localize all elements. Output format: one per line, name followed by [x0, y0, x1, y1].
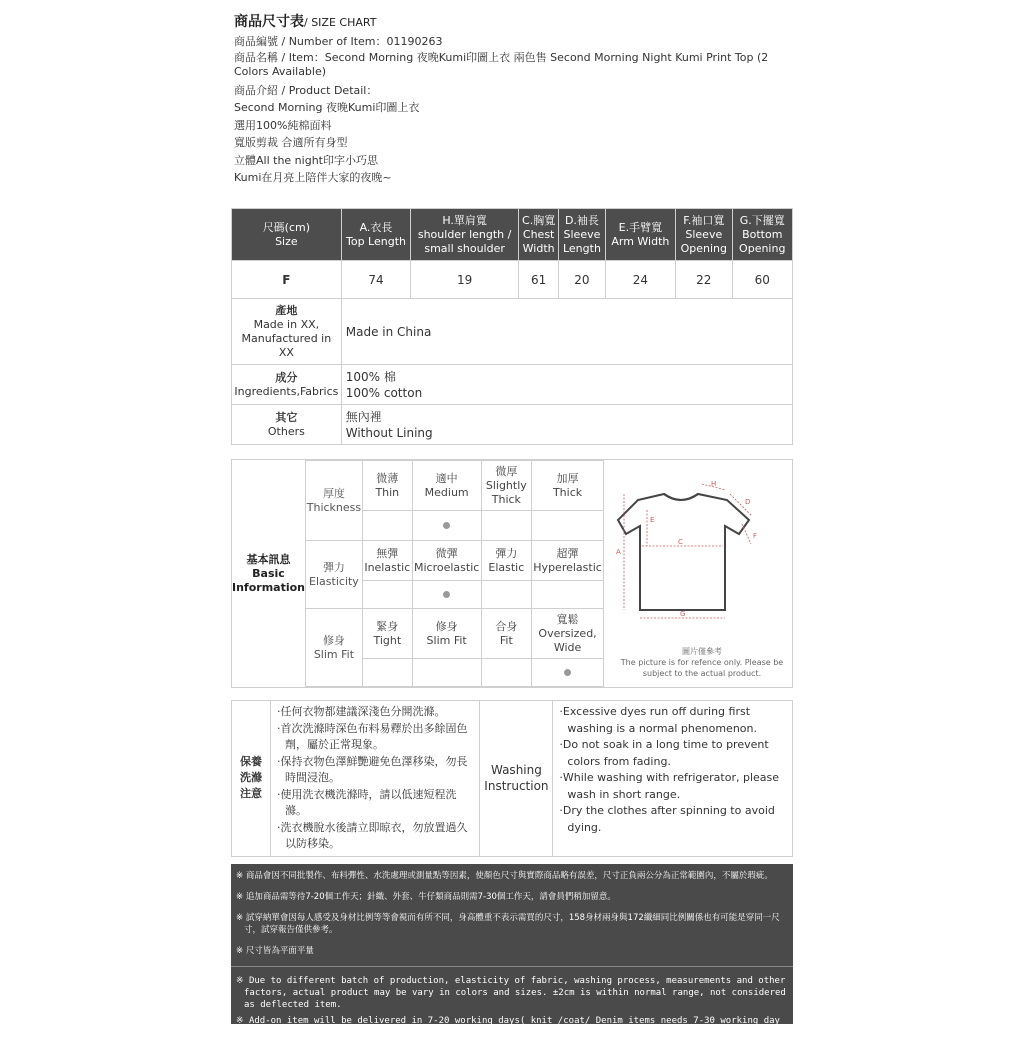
- shoulder-cell: 19: [411, 261, 519, 299]
- item-number: 商品編號 / Number of Item：01190263: [234, 35, 443, 48]
- note-item: ※ 尺寸皆為平面平量: [236, 946, 314, 956]
- fit-option: 緊身 Tight: [362, 609, 412, 659]
- thickness-label: 厚度 Thickness: [305, 461, 362, 541]
- marker-cell: [532, 581, 604, 609]
- marker-cell: [412, 659, 481, 687]
- washing-label-cn: 保養洗滌注意: [232, 701, 271, 857]
- detail-line: Kumi在月亮上陪伴大家的夜晚~: [234, 171, 392, 184]
- basic-info-label: 基本訊息 Basic Information: [232, 461, 305, 687]
- note-item: ※ Add-on item will be delivered in 7-20 working days( knit /coat/ Denim items needs 7-30 working day ),please: [236, 1016, 780, 1038]
- marker-cell: [532, 511, 604, 541]
- fabric-row: [232, 365, 793, 405]
- tshirt-diagram: [612, 460, 792, 645]
- others-label: 其它 Others: [232, 405, 342, 445]
- detail-line: 寬版剪裁 合適所有身型: [234, 136, 348, 149]
- origin-row: [232, 299, 793, 365]
- marker-cell: [362, 581, 412, 609]
- list-item: ·首次洗滌時深色布料易釋於出多餘固色劑，屬於正常現象。: [276, 721, 468, 751]
- size-header: 尺碼(cm) Size: [232, 209, 342, 261]
- fabric-value: 100% 棉 100% cotton: [341, 365, 792, 405]
- fabric-label: 成分 Ingredients,Fabrics: [232, 365, 342, 405]
- list-item: ·保持衣物色澤鮮艷避免色澤移染，勿長時間浸泡。: [276, 754, 468, 784]
- basic-info-section: [231, 459, 793, 688]
- detail-label: 商品介紹 / Product Detail：: [234, 83, 378, 97]
- list-item: ·While washing with refrigerator, please wash in short range.: [559, 771, 780, 801]
- marker-cell: [412, 511, 481, 541]
- fit-label: 修身 Slim Fit: [305, 609, 362, 687]
- marker-cell: [481, 511, 532, 541]
- detail-line: 立體All the night印字小巧思: [234, 153, 378, 167]
- elasticity-option: 微彈 Microelastic: [412, 541, 481, 581]
- elasticity-option: 彈力 Elastic: [481, 541, 532, 581]
- sleeve-opening-cell: 22: [676, 261, 732, 299]
- size-table-header: [232, 209, 793, 261]
- chest-width-cell: 61: [519, 261, 559, 299]
- measure-label-g: G: [680, 610, 686, 618]
- selected-dot: [443, 591, 450, 598]
- marker-cell: [481, 581, 532, 609]
- measure-label-d: D: [745, 498, 751, 506]
- list-item: ·任何衣物都建議深淺色分開洗滌。: [276, 705, 446, 718]
- sleeve-length-header: D.袖長 Sleeve Length: [559, 209, 605, 261]
- size-cell: F: [232, 261, 342, 299]
- marker-cell: [362, 659, 412, 687]
- marker-cell: [412, 581, 481, 609]
- measure-label-h: H: [711, 480, 717, 488]
- tshirt-outline: [618, 494, 749, 610]
- top-length-header: A.衣長 Top Length: [341, 209, 410, 261]
- measure-label-e: E: [650, 516, 655, 524]
- list-item: ·Do not soak in a long time to prevent colors from fading.: [559, 738, 769, 768]
- list-item: ·Excessive dyes run off during first washing is a normal phenomenon.: [559, 705, 757, 735]
- note-item: ※ Due to different batch of production, elasticity of fabric, washing process, measurements and other factors, actual product may be vary in colors and sizes. ±2cm is within normal range, not considered as deflected item.: [236, 976, 786, 1010]
- selected-dot: [564, 669, 571, 676]
- list-item: ·Dry the clothes after spinning to avoid dying.: [559, 804, 775, 834]
- arm-width-header: E.手臂寬 Arm Width: [605, 209, 676, 261]
- note-item: ※ 追加商品需等待7-20個工作天；針織、外套、牛仔類商品則需7-30個工作天，請會員們稍加留意。: [236, 892, 616, 902]
- washing-label-en: Washing Instruction: [480, 701, 553, 857]
- washing-list-en: [553, 701, 793, 857]
- list-item: ·使用洗衣機洗滌時，請以低速短程洗滌。: [276, 787, 457, 817]
- detail-line: 選用100%純棉面料: [234, 118, 332, 132]
- bottom-opening-header: G.下擺寬 Bottom Opening: [732, 209, 793, 261]
- divider: [231, 966, 793, 967]
- item-name: 商品名稱 / Item：Second Morning 夜晚Kumi印圖上衣 兩色售 Second Morning Night Kumi Print Top (2 Colors Available): [234, 50, 769, 78]
- measure-label-a: A: [616, 548, 621, 556]
- page-title: 商品尺寸表/ SIZE CHART: [234, 14, 377, 30]
- fit-option: 修身 Slim Fit: [412, 609, 481, 659]
- arm-width-cell: 24: [605, 261, 676, 299]
- diagram-caption: 圖片僅參考 The picture is for refence only. Please be subject to the actual product.: [620, 647, 784, 678]
- marker-cell: [532, 659, 604, 687]
- product-header: [234, 12, 794, 187]
- washing-list-cn: [270, 701, 479, 857]
- thickness-option: 微厚 Slightly Thick: [481, 461, 532, 511]
- origin-label: 產地 Made in XX, Manufactured in XX: [232, 299, 342, 365]
- elasticity-label: 彈力 Elasticity: [305, 541, 362, 609]
- basic-info-table: [232, 460, 604, 687]
- selected-dot: [443, 522, 450, 529]
- size-table: [231, 208, 793, 445]
- marker-cell: [362, 511, 412, 541]
- origin-value: Made in China: [341, 299, 792, 365]
- thickness-option: 微薄 Thin: [362, 461, 412, 511]
- measurement-diagram: [612, 460, 792, 687]
- elasticity-option: 無彈 Inelastic: [362, 541, 412, 581]
- shoulder-header: H.單肩寬 shoulder length / small shoulder: [411, 209, 519, 261]
- fit-option: 寬鬆 Oversized, Wide: [532, 609, 604, 659]
- measure-label-c: C: [678, 538, 683, 546]
- detail-line: Second Morning 夜晚Kumi印圖上衣: [234, 101, 420, 114]
- thickness-option: 適中 Medium: [412, 461, 481, 511]
- sleeve-length-cell: 20: [559, 261, 605, 299]
- table-row: [232, 261, 793, 299]
- measure-label-f: F: [753, 532, 758, 540]
- others-row: [232, 405, 793, 445]
- top-length-cell: 74: [341, 261, 410, 299]
- washing-table: [231, 700, 793, 857]
- marker-cell: [481, 659, 532, 687]
- fit-option: 合身 Fit: [481, 609, 532, 659]
- elasticity-option: 超彈 Hyperelastic: [532, 541, 604, 581]
- others-value: 無內裡 Without Lining: [341, 405, 792, 445]
- chest-width-header: C.胸寬 Chest Width: [519, 209, 559, 261]
- notes-section: [231, 864, 793, 1038]
- bottom-opening-cell: 60: [732, 261, 793, 299]
- note-item: ※ 試穿納單會因每人感受及身材比例等等會視而有所不同，身高體重不表示需買的尺寸，158身材兩身與172纖細同比例關係也有可能是穿同一尺寸，試穿報告僅供參考。: [236, 913, 780, 935]
- sleeve-opening-header: F.袖口寬 Sleeve Opening: [676, 209, 732, 261]
- thickness-option: 加厚 Thick: [532, 461, 604, 511]
- list-item: ·洗衣機脫水後請立即晾衣，勿放置過久以防移染。: [276, 820, 468, 850]
- note-item: ※ 商品會因不同批製作、布料彈性、水洗處理或測量點等因素，使顏色尺寸與實際商品略有誤差，尺寸正負兩公分為正常範圍內，不屬於瑕疵。: [236, 871, 773, 881]
